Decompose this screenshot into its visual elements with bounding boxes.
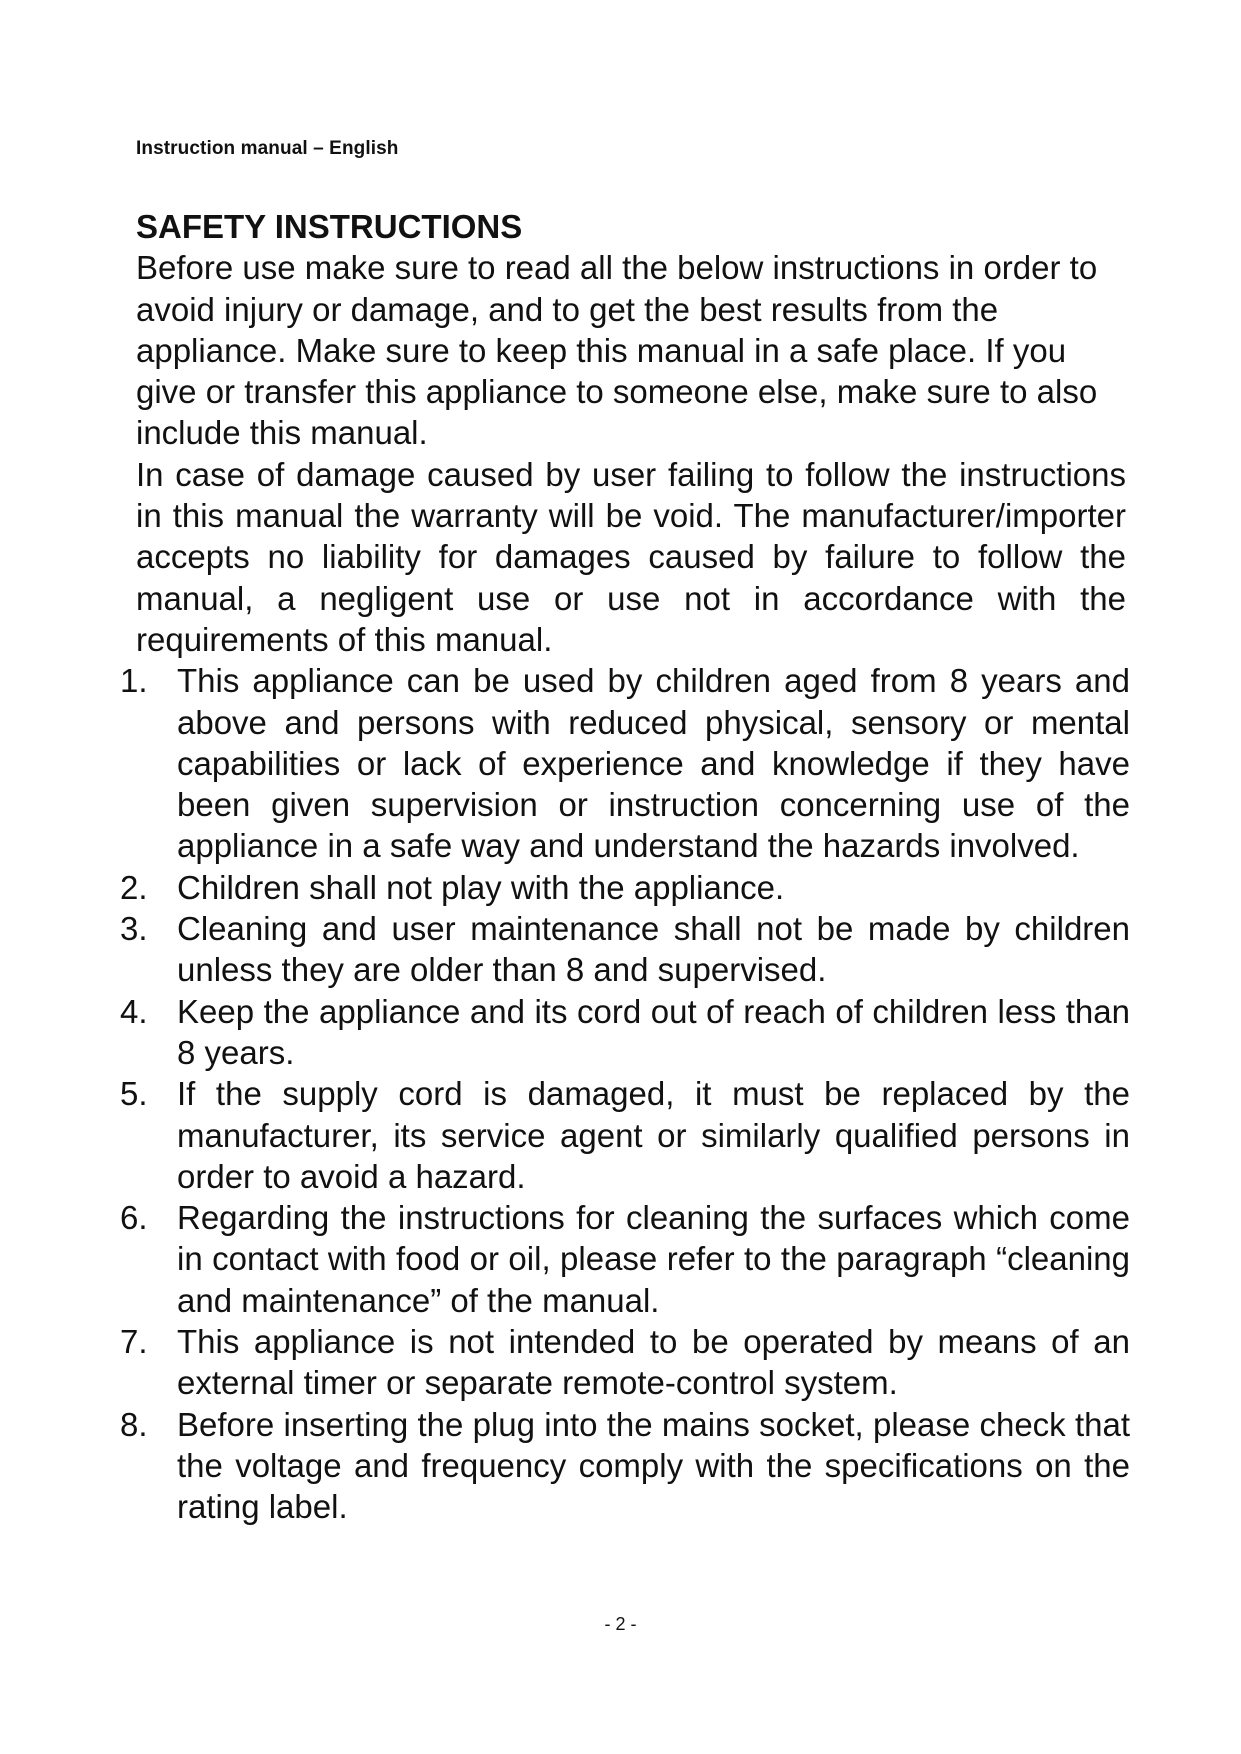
item-number: 6. — [120, 1199, 148, 1237]
list-item — [120, 660, 1130, 866]
item-number: 4. — [120, 992, 148, 1030]
list-item — [120, 867, 1130, 908]
list-item — [120, 1197, 1130, 1321]
list-item — [120, 991, 1130, 1074]
item-number: 5. — [120, 1075, 148, 1113]
list-item — [120, 1404, 1130, 1528]
warranty-paragraph: In case of damage caused by user failing to follow the instructions in this manual the warranty will be void. The manufacturer/importer accepts no liability for damages caused by failure to follow the manual, a negligent use or use not in accordance with the requirements of this manual. — [136, 455, 1126, 658]
manual-header: Instruction manual – English — [136, 138, 399, 159]
item-number: 2. — [120, 868, 148, 906]
item-number: 1. — [120, 662, 148, 700]
section-title: SAFETY INSTRUCTIONS — [136, 208, 523, 245]
item-text: If the supply cord is damaged, it must be replaced by the manufacturer, its service agent or similarly qualified persons in order to avoid a hazard. — [177, 1075, 1130, 1195]
list-item — [120, 908, 1130, 991]
list-item — [120, 1321, 1130, 1404]
list-item — [120, 1073, 1130, 1197]
page-number: - 2 - — [604, 1614, 637, 1634]
item-number: 3. — [120, 910, 148, 948]
item-text: This appliance can be used by children aged from 8 years and above and persons with reduced physical, sensory or mental capabilities or lack of experience and knowledge if they have been given supervision or instruction concerning use of the appliance in a safe way and understand the hazards involved. — [177, 662, 1130, 865]
item-text: Keep the appliance and its cord out of reach of children less than 8 years. — [177, 992, 1130, 1071]
item-text: Regarding the instructions for cleaning the surfaces which come in contact with food or oil, please refer to the paragraph “cleaning and maintenance” of the manual. — [177, 1199, 1130, 1319]
item-text: Cleaning and user maintenance shall not be made by children unless they are older than 8 and supervised. — [177, 910, 1130, 989]
item-text: This appliance is not intended to be operated by means of an external timer or separate remote-control system. — [177, 1323, 1130, 1402]
safety-section — [120, 206, 1130, 1528]
safety-list — [120, 660, 1130, 1527]
intro-paragraph: Before use make sure to read all the below instructions in order to avoid injury or damage, and to get the best results from the appliance. Make sure to keep this manual in a safe place. If you give or transfer this appliance to someone else, make sure to also include this manual. — [136, 249, 1098, 452]
item-number: 7. — [120, 1323, 148, 1361]
item-number: 8. — [120, 1405, 148, 1443]
item-text: Before inserting the plug into the mains socket, please check that the voltage and frequency comply with the specifications on the rating label. — [177, 1405, 1130, 1526]
item-text: Children shall not play with the appliance. — [177, 868, 785, 906]
